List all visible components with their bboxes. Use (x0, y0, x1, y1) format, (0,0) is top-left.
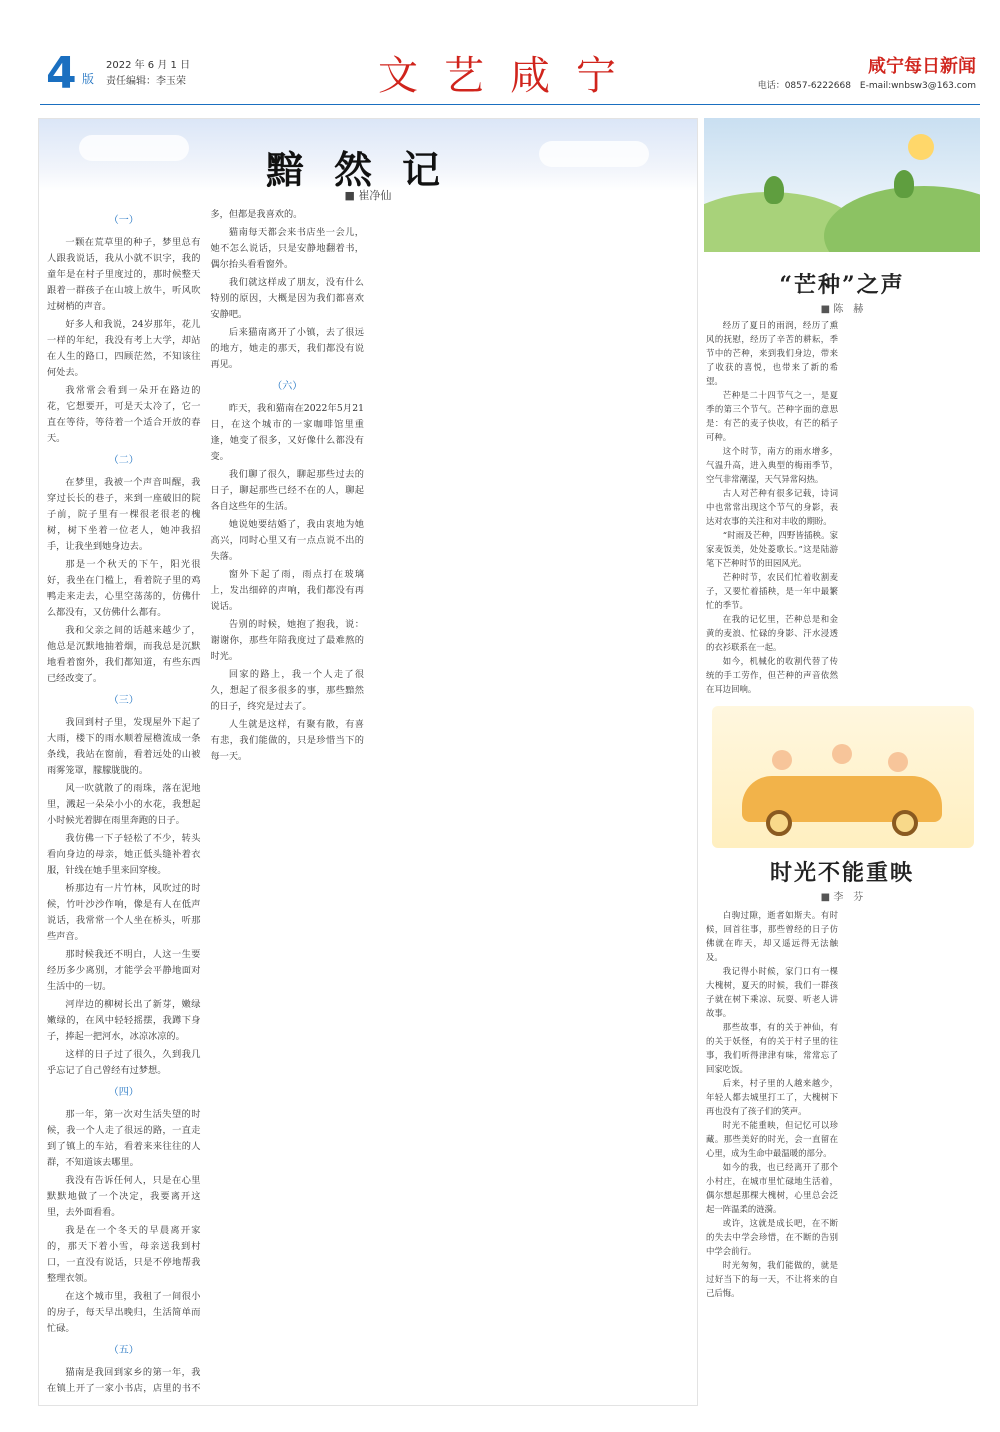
article1-paragraph: 如今，机械化的收割代替了传统的手工劳作，但芒种的声音依然在耳边回响。 (706, 656, 838, 694)
story-paragraph: 窗外下起了雨，雨点打在玻璃上，发出细碎的声响，我们都没有再说话。 (210, 569, 364, 612)
masthead (40, 44, 980, 102)
article1-paragraph: 古人对芒种有很多记载，诗词中也常常出现这个节气的身影，表达对农事的关注和对丰收的期盼。 (706, 488, 838, 526)
section-heading: （二） (108, 455, 139, 466)
article2-paragraph: 我记得小时候，家门口有一棵大槐树，夏天的时候，我们一群孩子就在树下乘凉、玩耍、听老人讲故事。 (706, 966, 838, 1018)
story-paragraph: 在梦里，我被一个声音叫醒，我穿过长长的巷子，来到一座破旧的院子前，院子里有一棵很老很老的槐树，树下坐着一位老人，她冲我招手，让我坐到她身边去。 (47, 477, 201, 552)
section-heading: （三） (108, 695, 139, 706)
section-title: 文艺咸宁 (378, 53, 642, 99)
child-figure (888, 752, 908, 772)
article1-author: ■ 陈 赫 (820, 304, 864, 315)
story-paragraph: 我和父亲之间的话越来越少了，他总是沉默地抽着烟，而我总是沉默地看着窗外，我们都知道，有些东西已经改变了。 (47, 625, 201, 684)
story-paragraph: 我常常会看到一朵开在路边的花，它想要开，可是天太冷了，它一直在等待，等待着一个适合开放的春天。 (47, 385, 201, 444)
story-paragraph: 风一吹就散了的雨珠，落在泥地里，溅起一朵朵小小的水花，我想起小时候光着脚在雨里奔跑的日子。 (47, 783, 201, 826)
story-paragraph: 我没有告诉任何人，只是在心里默默地做了一个决定，我要离开这里，去外面看看。 (47, 1175, 201, 1218)
story-paragraph: 告别的时候，她抱了抱我，说：谢谢你，那些年陪我度过了最难熬的时光。 (210, 619, 364, 662)
article2-paragraph: 那些故事，有的关于神仙，有的关于妖怪，有的关于村子里的往事，我们听得津津有味，常常忘了回家吃饭。 (706, 1022, 838, 1074)
story-paragraph: 昨天，我和猫南在2022年5月21日，在这个城市的一家咖啡馆里重逢，她变了很多，又好像什么都没有变。 (210, 403, 364, 462)
page-unit: 版 (82, 72, 95, 86)
story-paragraph: 那是一个秋天的下午，阳光很好，我坐在门槛上，看着院子里的鸡鸭走来走去，心里空荡荡的，仿佛什么都没有，又仿佛什么都有。 (47, 559, 201, 618)
sun-icon (908, 134, 934, 160)
article1-title: “芒种”之声 (779, 272, 905, 298)
child-figure (832, 744, 852, 764)
story-paragraph: 我回到村子里，发现屋外下起了大雨，楼下的雨水顺着屋檐流成一条条线，我站在窗前，看着远处的山被雨雾笼罩，朦朦胧胧的。 (47, 717, 201, 776)
story-paragraph: 我们就这样成了朋友，没有什么特别的原因，大概是因为我们都喜欢安静吧。 (210, 277, 364, 320)
story-author: ■ 崔净仙 (344, 189, 392, 202)
article1-body (706, 318, 978, 698)
article2-title: 时光不能重映 (769, 860, 914, 886)
tree-icon (894, 170, 914, 198)
article2-author-name: 李 芬 (833, 892, 864, 903)
story-paragraph: 人生就是这样，有聚有散，有喜有悲，我们能做的，只是珍惜当下的每一天。 (210, 719, 364, 762)
harvest-illustration (712, 706, 974, 848)
article2-paragraph: 或许，这就是成长吧，在不断的失去中学会珍惜，在不断的告别中学会前行。 (706, 1218, 838, 1256)
article2-body (706, 908, 978, 1398)
story-paragraph: 那一年，第一次对生活失望的时候，我一个人走了很远的路，一直走到了镇上的车站，看着来来往往的人群，不知道该去哪里。 (47, 1109, 201, 1168)
story-paragraph: 河岸边的柳树长出了新芽，嫩绿嫩绿的，在风中轻轻摇摆，我蹲下身子，捧起一把河水，冰凉冰凉的。 (47, 999, 201, 1042)
story-title: 黯然记 (265, 147, 470, 192)
story-paragraph: 回家的路上，我一个人走了很久，想起了很多很多的事，那些黯然的日子，终究是过去了。 (210, 669, 364, 712)
article1-paragraph: “时雨及芒种，四野皆插秧。家家麦饭美，处处菱歌长。”这是陆游笔下芒种时节的田园风光。 (706, 530, 838, 568)
article2-paragraph: 如今的我，也已经离开了那个小村庄，在城市里忙碌地生活着，偶尔想起那棵大槐树，心里总会泛起一阵温柔的涟漪。 (706, 1162, 838, 1214)
article1-author-name: 陈 赫 (833, 304, 864, 315)
wheel-icon (766, 810, 792, 836)
section-heading: （一） (108, 215, 139, 226)
story-paragraph: 桥那边有一片竹林，风吹过的时候，竹叶沙沙作响，像是有人在低声说话，我常常一个人坐在桥头，听那些声音。 (47, 883, 201, 942)
story-paragraph: 后来猫南离开了小镇，去了很远的地方，她走的那天，我们都没有说再见。 (210, 327, 364, 370)
child-figure (772, 750, 792, 770)
article2-paragraph: 时光不能重映，但记忆可以珍藏。那些美好的时光，会一直留在心里，成为生命中最温暖的部分。 (706, 1120, 838, 1158)
newspaper-name: 咸宁每日新闻 (868, 56, 976, 77)
story-paragraph: 我们聊了很久，聊起那些过去的日子，聊起那些已经不在的人，聊起各自这些年的生活。 (210, 469, 364, 512)
countryside-banner-image (704, 118, 980, 252)
article2-paragraph: 白驹过隙，逝者如斯夫。有时候，回首往事，那些曾经的日子仿佛就在昨天，却又遥远得无法触及。 (706, 910, 838, 962)
story-paragraph: 我仿佛一下子轻松了不少，转头看向身边的母亲，她正低头缝补着衣服，针线在她手里来回穿梭。 (47, 833, 201, 876)
story-paragraph: 她说她要结婚了，我由衷地为她高兴，同时心里又有一点点说不出的失落。 (210, 519, 364, 562)
issue-date: 2022 年 6 月 1 日 (106, 60, 191, 71)
main-story (38, 118, 698, 1406)
story-paragraph: 一颗在荒草里的种子，梦里总有人跟我说话，我从小就不识字，我的童年是在村子里度过的，那时候整天跟着一群孩子在山坡上放牛，听风吹过树梢的声音。 (47, 237, 201, 312)
story-body (47, 207, 691, 1397)
story-paragraph: 那时候我还不明白，人这一生要经历多少离别，才能学会平静地面对生活中的一切。 (47, 949, 201, 992)
article1-paragraph: 经历了夏日的雨润，经历了熏风的抚慰，经历了辛苦的耕耘，季节中的芒种，来到我们身边，带来了收获的喜悦，也带来了新的希望。 (706, 320, 838, 386)
story-paragraph: 猫南每天都会来书店坐一会儿，她不怎么说话，只是安静地翻着书，偶尔抬头看看窗外。 (210, 227, 364, 270)
section-heading: （六） (272, 381, 303, 392)
section-heading: （四） (108, 1087, 139, 1098)
story-paragraph: 我是在一个冬天的早晨离开家的，那天下着小雪，母亲送我到村口，一直没有说话，只是不停地帮我整理衣领。 (47, 1225, 201, 1284)
article1-paragraph: 芒种是二十四节气之一，是夏季的第三个节气。芒种字面的意思是：有芒的麦子快收，有芒的稻子可种。 (706, 390, 838, 442)
article2-paragraph: 后来，村子里的人越来越少，年轻人都去城里打工了，大槐树下再也没有了孩子们的笑声。 (706, 1078, 838, 1116)
story-author-name: 崔净仙 (358, 189, 392, 202)
story-paragraph: 猫南是我回到家乡的第一年，我在镇上开了一家小书店，店里的书不多，但都是我喜欢的。 (47, 209, 303, 1394)
story-paragraph: 在这个城市里，我租了一间很小的房子，每天早出晚归，生活简单而忙碌。 (47, 1291, 201, 1334)
article1-paragraph: 这个时节，南方的雨水增多，气温升高，进入典型的梅雨季节，空气非常潮湿，天气异常闷热。 (706, 446, 838, 484)
contact-info: 电话：0857-6222668 E-mail:wnbsw3@163.com (757, 81, 976, 91)
right-column (704, 118, 980, 1406)
header-divider (40, 104, 980, 105)
article2-paragraph: 时光匆匆，我们能做的，就是过好当下的每一天，不让将来的自己后悔。 (706, 1260, 838, 1298)
page-number: 4 (46, 48, 77, 99)
story-paragraph: 好多人和我说，24岁那年，花儿一样的年纪，我没有考上大学，却站在人生的路口，四顾茫然，不知该往何处去。 (47, 319, 201, 378)
article2-author: ■ 李 芬 (820, 892, 864, 903)
tree-icon (764, 176, 784, 204)
editor-credit: 责任编辑：李玉荣 (106, 76, 186, 87)
story-paragraph: 这样的日子过了很久，久到我几乎忘记了自己曾经有过梦想。 (47, 1049, 201, 1076)
wheel-icon (892, 810, 918, 836)
article1-paragraph: 芒种时节，农民们忙着收割麦子，又要忙着插秧，是一年中最繁忙的季节。 (706, 572, 838, 610)
article1-paragraph: 在我的记忆里，芒种总是和金黄的麦浪、忙碌的身影、汗水浸透的衣衫联系在一起。 (706, 614, 838, 652)
section-heading: （五） (108, 1345, 139, 1356)
